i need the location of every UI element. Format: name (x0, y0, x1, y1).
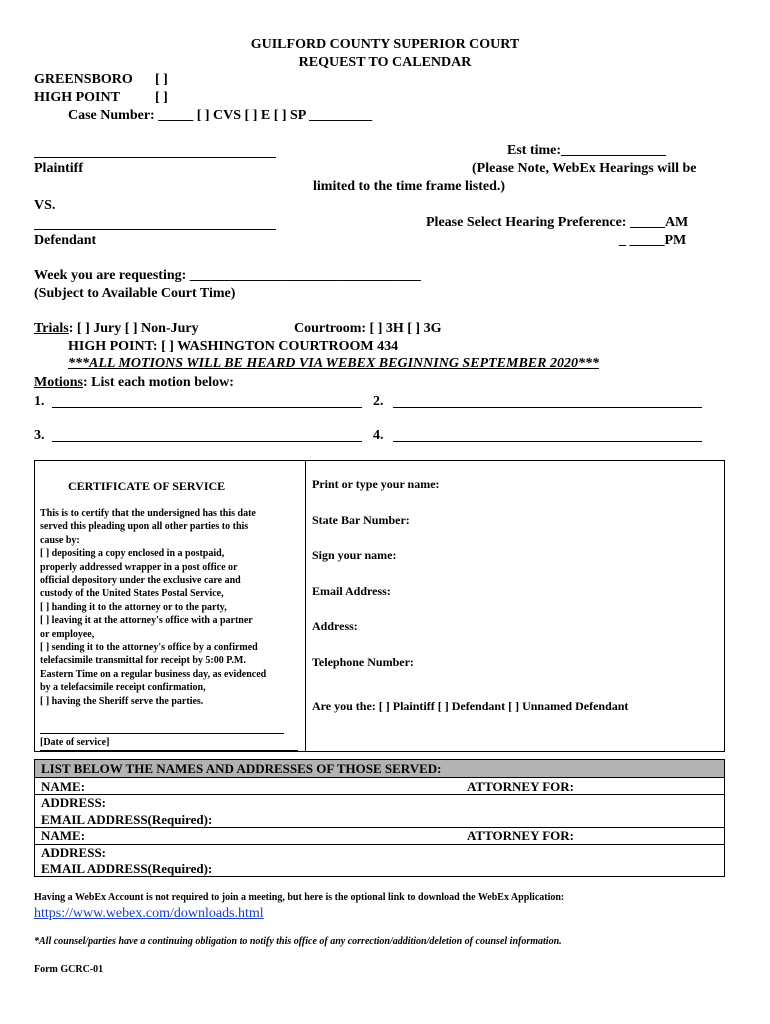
plaintiff-line[interactable] (34, 157, 276, 158)
motion-2-line[interactable] (393, 407, 702, 408)
webex-notice: ***ALL MOTIONS WILL BE HEARD VIA WEBEX BEGINNING SEPTEMBER 2020*** (68, 356, 599, 371)
service-option-leaving[interactable]: [ ] leaving it at the attorney's office with a partner (40, 615, 253, 627)
row-divider (35, 794, 724, 795)
certificate-line: official depository under the exclusive care and (40, 575, 241, 587)
defendant-line[interactable] (34, 229, 276, 230)
court-title: GUILFORD COUNTY SUPERIOR COURT (250, 37, 520, 52)
certificate-line: cause by: (40, 534, 80, 546)
certificate-title: CERTIFICATE OF SERVICE (68, 479, 226, 493)
motion-3-number: 3. (34, 428, 45, 443)
served-email-1[interactable]: EMAIL ADDRESS(Required): (41, 812, 213, 827)
certificate-text (40, 507, 266, 708)
high-point-courtroom[interactable]: HIGH POINT: [ ] WASHINGTON COURTROOM 434 (68, 339, 399, 354)
motion-4-line[interactable] (393, 441, 702, 442)
high-point-checkbox[interactable]: [ ] (155, 90, 168, 105)
courtroom-options[interactable]: Courtroom: [ ] 3H [ ] 3G (294, 321, 442, 336)
certificate-line: or employee, (40, 628, 95, 640)
service-option-postal[interactable]: [ ] depositing a copy enclosed in a postpaid, (40, 548, 225, 560)
plaintiff-label: Plaintiff (34, 161, 83, 176)
service-option-fax[interactable]: [ ] sending it to the attorney's office by a confirmed (40, 642, 258, 654)
served-email-2[interactable]: EMAIL ADDRESS(Required): (41, 861, 213, 876)
date-underline (40, 750, 298, 752)
certificate-line: properly addressed wrapper in a post office or (40, 561, 238, 573)
motion-1-number: 1. (34, 394, 45, 409)
certificate-line: by a telefacsimile receipt confirmation, (40, 682, 206, 694)
motions-label: Motions (34, 375, 83, 390)
case-number-field[interactable]: Case Number: _____ [ ] CVS [ ] E [ ] SP _________ (68, 108, 373, 123)
defendant-label: Defendant (34, 233, 97, 248)
form-id: Form GCRC-01 (34, 964, 104, 975)
certificate-line: This is to certify that the undersigned has this date (40, 508, 256, 519)
week-requesting-field[interactable]: Week you are requesting: _________________________________ (34, 268, 421, 283)
signature-field[interactable]: Sign your name: (312, 548, 397, 562)
motion-2-number: 2. (373, 394, 384, 409)
certificate-line: telefacsimile transmittal for receipt by 5:00 P.M. (40, 655, 246, 667)
served-table (34, 759, 725, 877)
form-title: REQUEST TO CALENDAR (298, 55, 472, 70)
webex-download-link[interactable]: https://www.webex.com/downloads.html (34, 906, 264, 921)
hearing-preference-am[interactable]: Please Select Hearing Preference: _____AM (426, 215, 689, 230)
row-divider (35, 844, 724, 845)
high-point-label: HIGH POINT (34, 90, 120, 105)
telephone-field[interactable]: Telephone Number: (312, 655, 414, 669)
row-divider (35, 827, 724, 828)
service-option-handing[interactable]: [ ] handing it to the attorney or to the party, (40, 601, 227, 613)
certificate-line: Eastern Time on a regular business day, as evidenced (40, 668, 267, 680)
served-name-1[interactable]: NAME: (41, 779, 86, 794)
greensboro-label: GREENSBORO (34, 72, 133, 87)
served-attorney-for-1[interactable]: ATTORNEY FOR: (467, 779, 575, 794)
motion-1-line[interactable] (52, 407, 362, 408)
served-attorney-for-2[interactable]: ATTORNEY FOR: (467, 828, 575, 843)
state-bar-field[interactable]: State Bar Number: (312, 513, 410, 527)
service-option-sheriff[interactable]: [ ] having the Sheriff serve the parties. (40, 695, 204, 707)
date-of-service-label: [Date of service] (40, 737, 110, 748)
served-address-1[interactable]: ADDRESS: (41, 795, 107, 810)
certificate-line: custody of the United States Postal Service, (40, 588, 224, 600)
greensboro-checkbox[interactable]: [ ] (155, 72, 168, 87)
date-of-service-line[interactable] (40, 733, 284, 734)
certificate-line: served this pleading upon all other parties to this (40, 521, 249, 533)
webex-time-note: (Please Note, WebEx Hearings will be (472, 161, 697, 176)
party-role-options[interactable]: Are you the: [ ] Plaintiff [ ] Defendant [ ] Unnamed Defendant (312, 699, 629, 713)
address-field[interactable]: Address: (312, 619, 358, 633)
motions-row (34, 375, 234, 391)
est-time-field[interactable]: Est time:_______________ (507, 143, 667, 158)
hearing-preference-pm[interactable]: _ _____PM (619, 233, 687, 248)
trials-label: Trials (34, 321, 69, 336)
motions-instruction: : List each motion below: (83, 375, 234, 390)
certificate-divider (305, 460, 306, 752)
motion-4-number: 4. (373, 428, 384, 443)
counsel-obligation-note: *All counsel/parties have a continuing obligation to notify this office of any correction/addition/deletion of counsel information. (34, 936, 562, 947)
served-name-2[interactable]: NAME: (41, 828, 86, 843)
vs-label: VS. (34, 198, 56, 213)
served-address-2[interactable]: ADDRESS: (41, 845, 107, 860)
print-name-field[interactable]: Print or type your name: (312, 477, 440, 491)
trials-row (34, 321, 199, 337)
motion-3-line[interactable] (52, 441, 362, 442)
webex-time-note-2: limited to the time frame listed.) (313, 179, 506, 194)
webex-account-note: Having a WebEx Account is not required to join a meeting, but here is the optional link to download the WebEx Application: (34, 892, 565, 903)
email-field[interactable]: Email Address: (312, 584, 391, 598)
week-note: (Subject to Available Court Time) (34, 286, 236, 301)
served-header-text: LIST BELOW THE NAMES AND ADDRESSES OF THOSE SERVED: (41, 761, 442, 776)
trials-options[interactable]: : [ ] Jury [ ] Non-Jury (68, 321, 199, 336)
